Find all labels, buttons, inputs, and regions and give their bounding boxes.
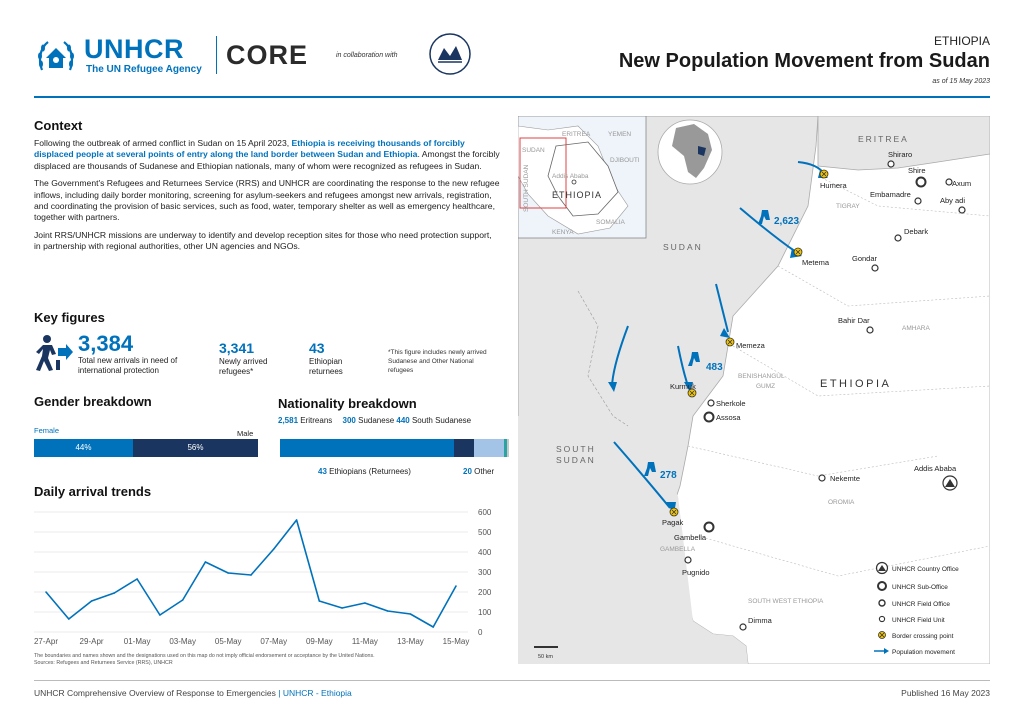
x-tick-label: 05-May (214, 637, 242, 646)
place-gondar: Gondar (852, 254, 878, 263)
other-label: Other (474, 467, 495, 476)
sudanese-label: Sudanese (358, 416, 395, 425)
svg-text:50 km: 50 km (538, 654, 553, 660)
office-shiraro (888, 161, 894, 167)
sudanese-segment (454, 439, 474, 457)
nationality-title: Nationality breakdown (278, 396, 417, 411)
x-tick-label: 01-May (123, 637, 151, 646)
refugees-value: 3,341 (219, 340, 255, 356)
eritreans-segment (280, 439, 454, 457)
gender-bar (34, 439, 258, 457)
inset-ethiopia: ETHIOPIA (552, 190, 603, 200)
office-sherkole (708, 400, 714, 406)
ethiopians-value: 43 (318, 467, 327, 476)
place-embamadre: Embamadre (870, 190, 911, 199)
svg-text:2,623: 2,623 (774, 216, 800, 227)
place-bahirdar: Bahir Dar (838, 316, 870, 325)
svg-text:Border crossing point: Border crossing point (892, 633, 954, 640)
office-shire (917, 178, 926, 187)
office-debark (895, 235, 901, 241)
daily-title: Daily arrival trends (34, 484, 152, 499)
place-dimma: Dimma (748, 616, 772, 625)
data-point (296, 519, 298, 521)
series-line (46, 520, 456, 627)
data-point (432, 626, 434, 628)
footer-unhcr-ethiopia: UNHCR - Ethiopia (282, 688, 352, 698)
header-divider (216, 36, 217, 74)
data-point (341, 607, 343, 609)
male-label: Male (237, 429, 254, 438)
footer-left: UNHCR Comprehensive Overview of Response to Emergencies | UNHCR - Ethiopia (34, 688, 352, 698)
office-abyadi (959, 207, 965, 213)
place-humera: Humera (820, 181, 847, 190)
region-amhara: AMHARA (902, 325, 930, 332)
x-tick-label: 29-Apr (79, 637, 104, 646)
data-point (455, 585, 457, 587)
svg-text:UNHCR Field Office: UNHCR Field Office (892, 601, 951, 608)
data-point (114, 592, 116, 594)
x-tick-label: 09-May (305, 637, 333, 646)
office-gondar (872, 265, 878, 271)
x-tick-label: 03-May (169, 637, 197, 646)
svg-text:UNHCR Sub-Office: UNHCR Sub-Office (892, 584, 948, 591)
returnees-value: 43 (309, 340, 325, 356)
place-memeza: Memeza (736, 341, 765, 350)
core-logo: CORE (226, 40, 309, 70)
footer-rule (34, 680, 990, 681)
inset-addis: Addis Ababa (552, 173, 589, 180)
context-paragraph-2: The Government's Refugees and Returnees Service (RRS) and UNHCR are coordinating the response to the new refugee inflows, including daily border monitoring, screening for asylum-seekers and refugees amongst new arrivals, registration, and coordinating the provision of basic services, such as food, water, temporary shelter as well as emergency healthcare, together with partners. (34, 178, 500, 223)
data-point (91, 600, 93, 602)
footer-published: Published 16 May 2023 (901, 688, 990, 698)
border-crossing-pagak (670, 508, 678, 516)
y-tick-label: 500 (478, 528, 492, 537)
returnees-label: Ethiopian returnees (309, 357, 343, 376)
label-ethiopia: ETHIOPIA (820, 378, 892, 390)
gender-title: Gender breakdown (34, 394, 152, 409)
place-gambella: Gambella (674, 533, 707, 542)
page-title: New Population Movement from Sudan (618, 50, 990, 72)
label-south-sudan-2: SUDAN (556, 455, 596, 465)
other-segment (507, 439, 509, 457)
nationality-top-labels (278, 416, 471, 425)
y-tick-label: 400 (478, 548, 492, 557)
label-eritrea: ERITREA (858, 134, 909, 144)
y-tick-label: 300 (478, 568, 492, 577)
place-sherkole: Sherkole (716, 399, 746, 408)
key-figures-note: *This figure includes newly arrived Sudanese and Other National refugees (388, 349, 487, 374)
header-rule (34, 96, 990, 98)
other-value: 20 (463, 467, 472, 476)
y-tick-label: 600 (478, 508, 492, 517)
place-kurmuk: Kurmuk (670, 382, 696, 391)
label-south-sudan-1: SOUTH (556, 444, 596, 454)
data-point (45, 591, 47, 593)
place-nekemte: Nekemte (830, 474, 861, 483)
place-pugnido: Pugnido (682, 568, 710, 577)
data-point (159, 614, 161, 616)
country-office-addis-icon (943, 476, 957, 490)
context-body (34, 138, 500, 259)
data-point (410, 613, 412, 615)
inset-somalia: SOMALIA (596, 219, 625, 226)
female-label: Female (34, 426, 60, 435)
sudanese-value: 300 (342, 416, 356, 425)
nationality-bar (280, 439, 508, 457)
y-tick-label: 100 (478, 608, 492, 617)
inset-south-sudan: SOUTH SUDAN (523, 164, 530, 212)
inset-map (518, 116, 646, 238)
place-shire: Shire (908, 166, 926, 175)
svg-text:UNHCR Field Unit: UNHCR Field Unit (892, 617, 945, 624)
data-point (182, 599, 184, 601)
x-tick-label: 07-May (260, 637, 288, 646)
office-dimma (740, 624, 746, 630)
disclaimer-1: The boundaries and names shown and the designations used on this map do not imply official endorsement or acceptance by the United Nations. (34, 653, 375, 659)
data-point (68, 618, 70, 620)
daily-arrivals-chart (28, 500, 508, 650)
inset-yemen: YEMEN (608, 131, 632, 138)
place-axum: Axum (952, 179, 972, 188)
svg-text:483: 483 (706, 362, 723, 373)
region-benishangul-2: GUMZ (756, 383, 776, 390)
svg-text:Population movement: Population movement (892, 649, 955, 656)
y-tick-label: 200 (478, 588, 492, 597)
data-point (250, 574, 252, 576)
place-assosa: Assosa (716, 413, 741, 422)
border-crossing-menmeza (726, 338, 734, 346)
office-assosa (705, 413, 714, 422)
x-tick-label: 15-May (442, 637, 470, 646)
data-point (387, 610, 389, 612)
data-point (205, 561, 207, 563)
x-tick-label: 11-May (351, 637, 378, 646)
inset-sudan: SUDAN (522, 147, 545, 154)
svg-text:UNHCR Country Office: UNHCR Country Office (892, 566, 959, 573)
key-figures-title: Key figures (34, 310, 105, 325)
south-sudanese-segment (474, 439, 504, 457)
place-debark: Debark (904, 227, 929, 236)
data-point (227, 572, 229, 574)
nationality-bottom-labels (318, 467, 411, 476)
header-date: as of 15 May 2023 (932, 78, 990, 85)
data-point (319, 600, 321, 602)
eritreans-label: Eritreans (300, 416, 333, 425)
place-shiraro: Shiraro (888, 150, 913, 159)
place-metema: Metema (802, 258, 830, 267)
region-tigray: TIGRAY (836, 203, 860, 210)
office-pugnido (685, 557, 691, 563)
y-tick-label: 0 (478, 628, 483, 637)
place-abyadi: Aby adi (940, 196, 966, 205)
header-country: ETHIOPIA (933, 34, 990, 48)
inset-djibouti: DJIBOUTI (610, 157, 640, 164)
region-benishangul-1: BENISHANGUL (738, 373, 785, 380)
male-bar: 56% (133, 439, 258, 457)
x-tick-label: 13-May (397, 637, 424, 646)
office-embamadre (915, 198, 921, 204)
context-paragraph-3: Joint RRS/UNHCR missions are underway to identify and develop reception sites for those who need protection support, in partnership with regional authorities, other UN agencies and NGOs. (34, 229, 492, 252)
place-pagak: Pagak (662, 518, 684, 527)
context-title: Context (34, 118, 83, 133)
total-arrivals-label: Total new arrivals in need of international protection (78, 356, 178, 375)
label-sudan: SUDAN (663, 242, 703, 252)
unhcr-brand: UNHCR (84, 34, 184, 64)
footer-core: UNHCR Comprehensive Overview of Response to Emergencies (34, 688, 276, 698)
south-sudanese-value: 440 (396, 416, 410, 425)
border-crossing-metema (794, 248, 802, 256)
female-bar: 44% (34, 439, 133, 457)
eritreans-value: 2,581 (278, 416, 299, 425)
unhcr-logo (34, 32, 214, 80)
south-sudanese-label: South Sudanese (411, 416, 472, 425)
rrs-logo-icon (428, 32, 472, 76)
x-tick-label: 27-Apr (33, 637, 59, 646)
svg-text:278: 278 (660, 470, 677, 481)
region-gambella: GAMBELLA (660, 546, 696, 553)
globe-icon (658, 120, 722, 184)
border-crossing-humera (820, 170, 828, 178)
inset-eritrea: ERITREA (562, 131, 591, 138)
unhcr-emblem-icon (34, 34, 78, 78)
refugees-label: Newly arrived refugees* (219, 357, 268, 376)
data-point (364, 602, 366, 604)
total-arrivals-value: 3,384 (78, 331, 134, 356)
data-point (273, 548, 275, 550)
person-arrival-icon (34, 334, 74, 372)
ethiopians-label: Ethiopians (Returnees) (329, 467, 411, 476)
other-labels (463, 467, 494, 476)
place-addis-ababa: Addis Ababa (914, 464, 957, 473)
map (518, 116, 990, 664)
region-oromia: OROMIA (828, 499, 855, 506)
context-paragraph-1: Following the outbreak of armed conflict in Sudan on 15 April 2023, Ethiopia is receiving thousands of forcibly displaced people at several points of entry along the land border between Sudan and Ethiopia. Amongst the forcibly displaced are thousands of Sudanese and Ethiopian nationals, many of whom were recognized as refugees in Sudan. (34, 138, 500, 171)
inset-kenya: KENYA (552, 229, 574, 236)
collab-text: in collaboration with (336, 52, 398, 59)
office-gambella (705, 523, 714, 532)
disclaimer-2: Sources: Refugees and Returnees Service (RRS), UNHCR (34, 660, 173, 666)
data-point (136, 578, 138, 580)
unhcr-tagline: The UN Refugee Agency (86, 64, 202, 75)
region-south-west-ethiopia: SOUTH WEST ETHIOPIA (748, 598, 824, 605)
office-bahirdar (867, 327, 873, 333)
context-highlight: Ethiopia is receiving thousands of forcibly displaced people at several points of entry along the land border between Sudan and Ethiopia (34, 138, 465, 160)
office-nekemte (819, 475, 825, 481)
